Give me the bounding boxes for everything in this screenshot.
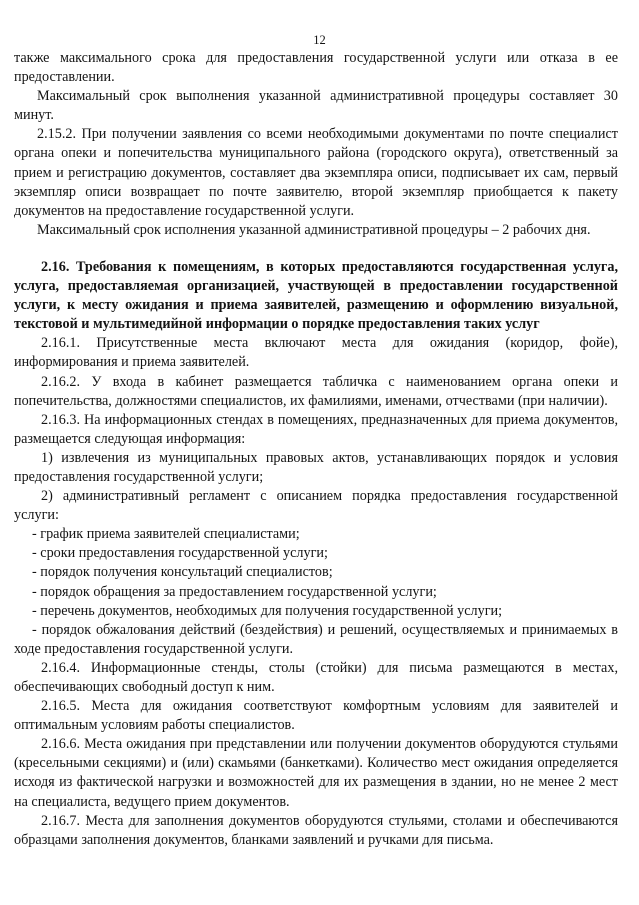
page-number: 12	[313, 33, 326, 47]
paragraph-2-15-2: 2.15.2. При получении заявления со всеми необходимыми документами по почте специалист органа опеки и попечительства муниципального района (городского округа), ответственный за прием и регистрацию документов, составляет два экземпляра описи, подписывает их сам, первый экземпляр описи возвращает по почте заявителю, второй экземпляр приобщается к пакету документов на предоставление государственной услуги.	[14, 126, 618, 219]
paragraph-2-16-4: 2.16.4. Информационные стенды, столы (стойки) для письма размещаются в местах, обеспечивающих свободный доступ к ним.	[14, 659, 618, 695]
paragraph-max-time-30min: Максимальный срок выполнения указанной административной процедуры составляет 30 минут.	[14, 88, 618, 124]
paragraph-2-16-2: 2.16.2. У входа в кабинет размещается табличка с наименованием органа опеки и попечительства, должностями специалистов, их фамилиями, именами, отчествами (при наличии).	[14, 373, 618, 409]
section-heading-2-16: 2.16. Требования к помещениям, в которых предоставляются государственная услуга, услуга, предоставляемая организацией, участвующей в предоставлении государственной услуги, к месту ожидания и приема заявителей, размещению и оформлению визуальной, текстовой и мультимедийной информации о порядке предоставления таких услуг	[14, 258, 618, 333]
paragraph-max-time-2days: Максимальный срок исполнения указанной административной процедуры – 2 рабочих дня.	[37, 221, 591, 238]
dash-list-item: - сроки предоставления государственной услуги;	[32, 545, 328, 562]
paragraph-2-16-7: 2.16.7. Места для заполнения документов оборудуются стульями, столами и обеспечиваются образцами заполнения документов, бланками заявлений и ручками для письма.	[14, 812, 618, 848]
paragraph-2-16-5: 2.16.5. Места для ожидания соответствуют комфортным условиям для заявителей и оптимальным условиям работы специалистов.	[14, 698, 618, 734]
paragraph-2-16-6: 2.16.6. Места ожидания при представлении или получении документов оборудуются стульями (кресельными секциями) и (или) скамьями (банкетками). Количество мест ожидания определяется исходя из фактической нагрузки и возможностей для их размещения в здании, но не менее 2 мест на специалиста, ведущего прием документов.	[14, 736, 618, 810]
document-body	[14, 49, 618, 850]
dash-list-item: - график приема заявителей специалистами;	[32, 526, 300, 543]
section-gap	[14, 240, 618, 258]
dash-list-item: - порядок обжалования действий (бездействия) и решений, осуществляемых и принимаемых в ходе предоставления государственной услуги.	[14, 621, 618, 657]
paragraph-2-16-1: 2.16.1. Присутственные места включают места для ожидания (коридор, фойе), информирования и приема заявителей.	[14, 335, 618, 371]
paragraph-continuation: также максимального срока для предоставления государственной услуги или отказа в ее предоставлении.	[14, 50, 618, 86]
dash-list-item: - порядок получения консультаций специалистов;	[32, 564, 333, 581]
paragraph-list-item-2: 2) административный регламент с описанием порядка предоставления государственной услуги:	[14, 488, 618, 524]
dash-list-item: - перечень документов, необходимых для получения государственной услуги;	[32, 602, 503, 619]
paragraph-list-item-1: 1) извлечения из муниципальных правовых актов, устанавливающих порядок и условия предоставления государственной услуги;	[14, 449, 618, 485]
paragraph-2-16-3: 2.16.3. На информационных стендах в помещениях, предназначенных для приема документов, размещается следующая информация:	[14, 411, 618, 447]
dash-list-item: - порядок обращения за предоставлением государственной услуги;	[32, 583, 437, 600]
